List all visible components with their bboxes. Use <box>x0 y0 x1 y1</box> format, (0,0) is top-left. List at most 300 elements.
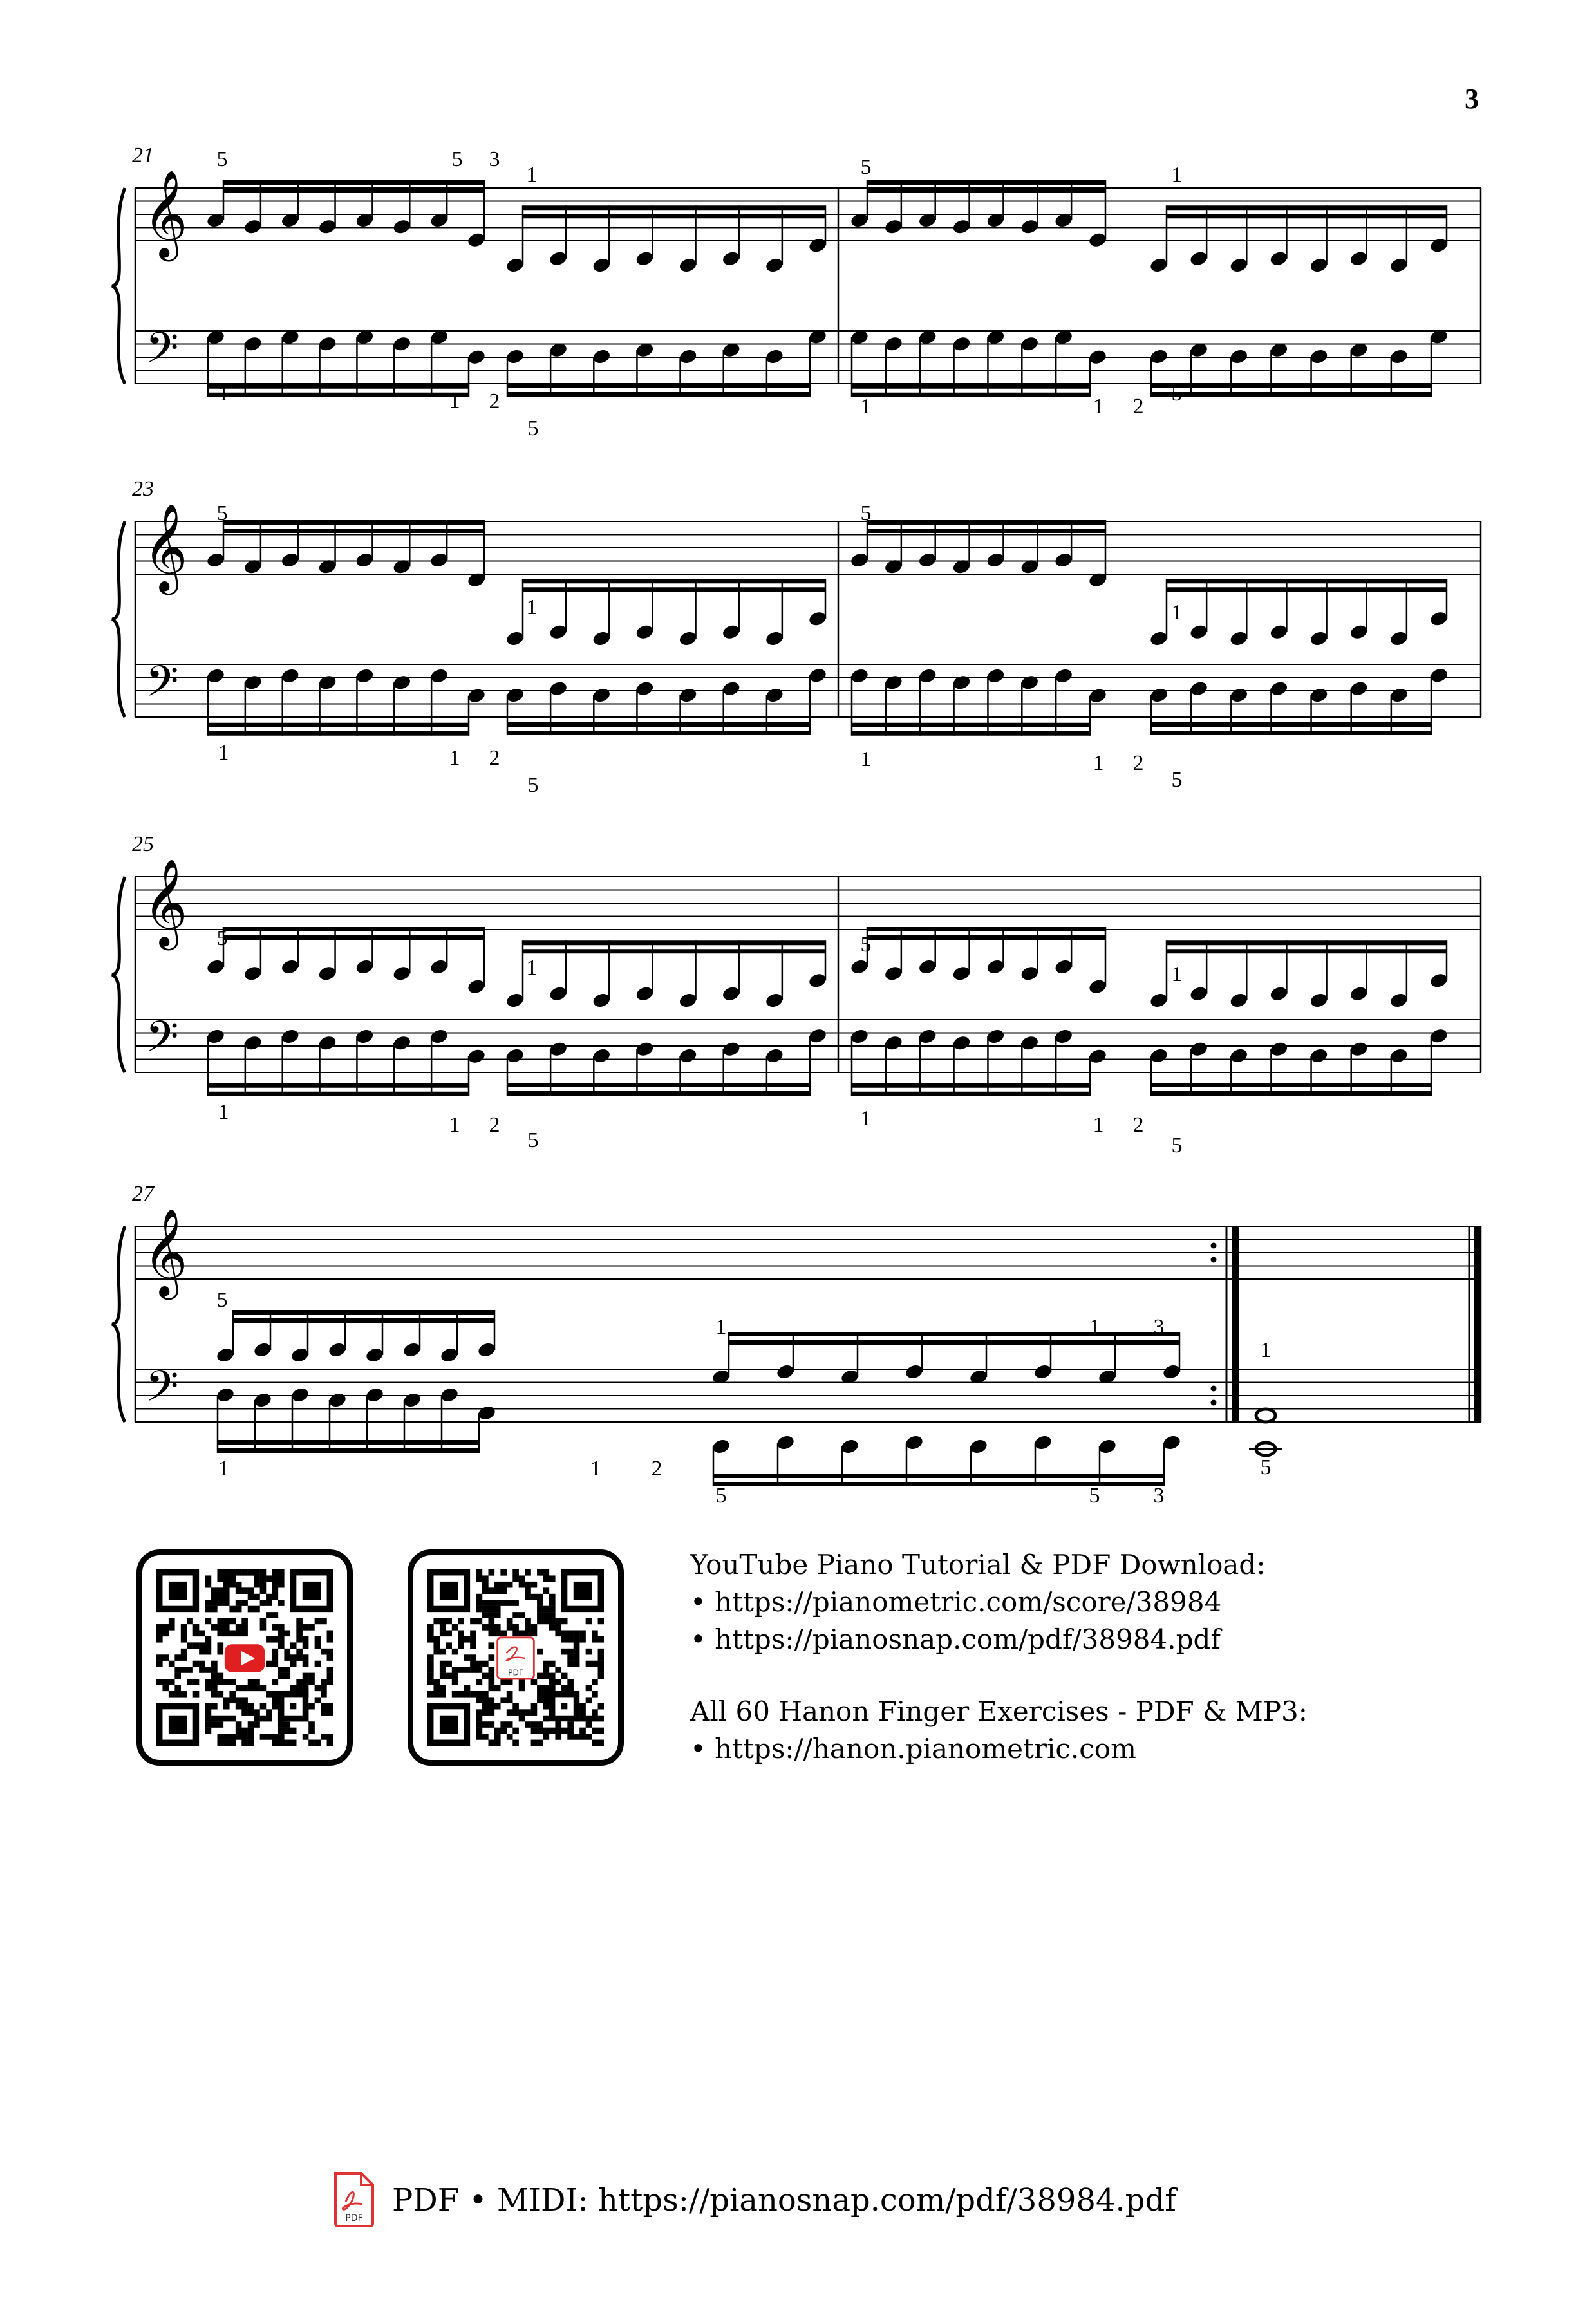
qr-module <box>241 1569 248 1576</box>
qr-module <box>543 1667 550 1673</box>
fingering-number: 1 <box>1171 163 1183 187</box>
qr-module <box>543 1612 550 1618</box>
qr-module <box>260 1716 267 1722</box>
qr-module <box>470 1667 476 1673</box>
qr-module <box>476 1716 483 1722</box>
qr-module <box>205 1685 212 1692</box>
qr-module <box>567 1728 574 1734</box>
qr-module <box>549 1685 556 1692</box>
beam <box>223 189 484 193</box>
qr-module <box>574 1649 580 1655</box>
qr-module <box>223 1575 230 1582</box>
qr-module <box>543 1716 550 1722</box>
qr-module <box>446 1673 452 1679</box>
beam <box>852 723 1090 727</box>
qr-module <box>561 1630 568 1636</box>
qr-module <box>260 1587 267 1594</box>
qr-module <box>427 1654 434 1661</box>
beam <box>1167 214 1447 218</box>
qr-module <box>507 1691 513 1698</box>
qr-module <box>211 1691 218 1698</box>
qr-module <box>205 1709 212 1716</box>
qr-module <box>433 1691 440 1698</box>
qr-module <box>519 1709 525 1716</box>
qr-module <box>272 1649 279 1655</box>
fingering-number: 5 <box>1171 1134 1183 1157</box>
qr-finder <box>440 1716 458 1734</box>
qr-module <box>260 1618 267 1625</box>
qr-module <box>427 1679 434 1685</box>
qr-module <box>464 1636 471 1643</box>
qr-module <box>248 1679 254 1685</box>
qr-module <box>488 1569 494 1576</box>
qr-module <box>254 1716 260 1722</box>
qr-module <box>181 1624 187 1631</box>
brace <box>112 1226 125 1422</box>
qr-module <box>482 1691 489 1698</box>
qr-module <box>327 1679 333 1685</box>
qr-module <box>433 1642 440 1649</box>
qr-module <box>531 1721 538 1728</box>
qr-module <box>217 1624 223 1631</box>
qr-module <box>440 1661 446 1667</box>
pdf-icon-label: PDF <box>508 1668 523 1678</box>
page-number: 3 <box>1465 83 1479 115</box>
pdf-qr-card[interactable] <box>408 1549 624 1766</box>
qr-module <box>272 1587 279 1594</box>
fingering-number: 5 <box>527 416 539 440</box>
qr-module <box>567 1636 574 1643</box>
qr-module <box>549 1575 556 1582</box>
qr-module <box>162 1685 169 1692</box>
qr-module <box>537 1685 543 1692</box>
qr-module <box>549 1624 556 1631</box>
youtube-qr-code[interactable] <box>156 1569 333 1746</box>
qr-module <box>592 1716 598 1722</box>
qr-module <box>199 1630 205 1636</box>
qr-module <box>248 1734 254 1740</box>
qr-module <box>598 1703 604 1710</box>
beam <box>507 392 810 397</box>
qr-module <box>308 1721 315 1728</box>
fingering-number: 1 <box>1093 1113 1104 1137</box>
footer-link[interactable]: PDF • MIDI: https://pianosnap.com/pdf/38984.pdf <box>392 2182 1176 2218</box>
qr-module <box>482 1624 489 1631</box>
qr-module <box>519 1679 525 1685</box>
qr-module <box>217 1740 223 1746</box>
qr-module <box>512 1575 519 1582</box>
qr-module <box>519 1612 525 1618</box>
qr-module <box>327 1649 333 1655</box>
qr-module <box>482 1582 489 1588</box>
qr-module <box>543 1587 550 1594</box>
qr-module <box>525 1624 531 1631</box>
qr-module <box>241 1630 248 1636</box>
qr-module <box>482 1673 489 1679</box>
qr-module <box>512 1630 519 1636</box>
qr-module <box>241 1685 248 1692</box>
qr-module <box>169 1679 175 1685</box>
fingering-number: 3 <box>1153 1315 1165 1339</box>
qr-module <box>272 1691 279 1698</box>
beam <box>523 949 825 953</box>
qr-module <box>272 1740 279 1746</box>
qr-module <box>567 1661 574 1667</box>
qr-module <box>169 1624 175 1631</box>
fingering-number: 1 <box>860 395 872 418</box>
qr-module <box>217 1569 223 1576</box>
qr-module <box>241 1703 248 1710</box>
qr-module <box>223 1716 230 1722</box>
qr-module <box>567 1734 574 1740</box>
qr-module <box>272 1569 279 1576</box>
qr-module <box>500 1630 507 1636</box>
qr-module <box>549 1594 556 1600</box>
qr-module <box>308 1740 315 1746</box>
beam <box>208 731 469 736</box>
qr-module <box>260 1600 267 1606</box>
qr-module <box>290 1685 297 1692</box>
qr-module <box>205 1679 212 1685</box>
qr-module <box>494 1740 501 1746</box>
fingering-number: 1 <box>526 163 538 187</box>
qr-module <box>181 1649 187 1655</box>
qr-module <box>156 1624 163 1631</box>
qr-module <box>266 1636 272 1643</box>
qr-module <box>236 1728 242 1734</box>
qr-module <box>500 1721 507 1728</box>
qr-module <box>260 1624 267 1631</box>
fingering-number: 2 <box>1132 751 1144 775</box>
qr-module <box>500 1697 507 1703</box>
qr-module <box>433 1618 440 1625</box>
qr-module <box>241 1587 248 1594</box>
qr-module <box>187 1642 193 1649</box>
qr-module <box>205 1582 212 1588</box>
beam <box>208 384 469 389</box>
qr-module <box>543 1697 550 1703</box>
beam <box>523 214 825 218</box>
beam <box>507 731 810 735</box>
qr-module <box>162 1654 169 1661</box>
qr-module <box>290 1642 297 1649</box>
qr-module <box>440 1691 446 1698</box>
qr-module <box>205 1606 212 1613</box>
qr-module <box>537 1673 543 1679</box>
qr-module <box>494 1612 501 1618</box>
qr-module <box>223 1740 230 1746</box>
qr-module <box>321 1649 327 1655</box>
qr-module <box>296 1685 303 1692</box>
qr-module <box>519 1575 525 1582</box>
fingering-number: 2 <box>489 1113 500 1137</box>
qr-module <box>555 1721 561 1728</box>
qr-module <box>174 1673 181 1679</box>
qr-module <box>187 1618 193 1625</box>
qr-module <box>592 1636 598 1643</box>
qr-module <box>223 1600 230 1606</box>
qr-module <box>446 1642 452 1649</box>
qr-module <box>266 1734 272 1740</box>
qr-module <box>427 1661 434 1667</box>
beam <box>1151 1083 1431 1087</box>
fingering-number: 1 <box>860 747 872 771</box>
qr-module <box>272 1679 279 1685</box>
beam <box>867 927 1105 931</box>
qr-module <box>254 1606 260 1613</box>
qr-module <box>223 1618 230 1625</box>
qr-module <box>303 1685 309 1692</box>
qr-module <box>248 1740 254 1746</box>
qr-module <box>525 1630 531 1636</box>
fingering-number: 1 <box>449 1113 460 1137</box>
qr-module <box>260 1703 267 1710</box>
qr-module <box>205 1667 212 1673</box>
qr-module <box>488 1654 494 1661</box>
qr-module <box>531 1582 538 1588</box>
qr-module <box>512 1740 519 1746</box>
qr-module <box>476 1618 483 1625</box>
qr-module <box>525 1721 531 1728</box>
qr-module <box>254 1582 260 1588</box>
qr-module <box>525 1569 531 1576</box>
qr-module <box>327 1740 333 1746</box>
qr-module <box>284 1673 290 1679</box>
fingering-number: 1 <box>218 741 229 765</box>
qr-module <box>579 1734 586 1740</box>
qr-module <box>452 1649 458 1655</box>
qr-module <box>272 1575 279 1582</box>
qr-module <box>211 1600 218 1606</box>
qr-module <box>476 1594 483 1600</box>
qr-module <box>512 1569 519 1576</box>
fingering-number: 5 <box>860 501 872 525</box>
qr-module <box>248 1703 254 1710</box>
beam <box>233 1318 494 1323</box>
qr-module <box>266 1691 272 1698</box>
qr-module <box>284 1649 290 1655</box>
qr-module <box>211 1685 218 1692</box>
qr-module <box>555 1618 561 1625</box>
bass-clef: 𝄢 <box>146 323 179 383</box>
qr-module <box>260 1734 267 1740</box>
fingering-number: 5 <box>860 155 872 179</box>
qr-module <box>303 1642 309 1649</box>
qr-module <box>531 1679 538 1685</box>
qr-module <box>236 1630 242 1636</box>
beam <box>208 1092 469 1096</box>
beam <box>1151 384 1431 388</box>
qr-module <box>537 1606 543 1613</box>
qr-module <box>278 1740 285 1746</box>
qr-module <box>181 1636 187 1643</box>
fingering-number: 5 <box>216 501 228 525</box>
qr-module <box>223 1630 230 1636</box>
qr-module <box>507 1697 513 1703</box>
qr-module <box>507 1734 513 1740</box>
qr-module <box>248 1569 254 1576</box>
qr-module <box>531 1703 538 1710</box>
qr-module <box>260 1685 267 1692</box>
qr-module <box>174 1691 181 1698</box>
fingering-number: 1 <box>590 1457 601 1481</box>
qr-module <box>452 1667 458 1673</box>
qr-module <box>488 1679 494 1685</box>
qr-module <box>427 1636 434 1643</box>
pdf-icon[interactable] <box>332 2171 377 2230</box>
qr-module <box>199 1649 205 1655</box>
qr-module <box>223 1697 230 1703</box>
qr-finder <box>440 1582 458 1600</box>
qr-module <box>543 1728 550 1734</box>
qr-module <box>229 1691 236 1698</box>
qr-module <box>308 1624 315 1631</box>
qr-module <box>229 1679 236 1685</box>
qr-module <box>303 1661 309 1667</box>
qr-module <box>427 1624 434 1631</box>
score-link[interactable]: • https://pianometric.com/score/38984 <box>690 1586 1222 1618</box>
qr-module <box>272 1661 279 1667</box>
beam <box>233 1310 494 1315</box>
qr-module <box>488 1697 494 1703</box>
qr-module <box>574 1734 580 1740</box>
qr-module <box>476 1709 483 1716</box>
qr-module <box>327 1630 333 1636</box>
fingering-number: 5 <box>1171 768 1183 792</box>
qr-module <box>464 1685 471 1692</box>
qr-module <box>327 1673 333 1679</box>
qr-module <box>464 1691 471 1698</box>
qr-module <box>507 1582 513 1588</box>
qr-module <box>567 1721 574 1728</box>
repeat-dot <box>1211 1243 1217 1249</box>
fingering-number: 1 <box>218 1457 229 1481</box>
youtube-qr-card[interactable] <box>136 1549 353 1766</box>
qr-module <box>433 1649 440 1655</box>
beam <box>852 731 1090 736</box>
qr-module <box>162 1624 169 1631</box>
qr-module <box>315 1636 321 1643</box>
qr-module <box>236 1587 242 1594</box>
qr-module <box>537 1612 543 1618</box>
qr-module <box>217 1734 223 1740</box>
fingering-number: 2 <box>489 746 500 770</box>
beam <box>223 520 484 525</box>
fingering-number: 5 <box>451 147 463 171</box>
qr-module <box>512 1600 519 1606</box>
qr-module <box>211 1721 218 1728</box>
qr-module <box>211 1624 218 1631</box>
qr-module <box>598 1649 604 1655</box>
beam <box>507 722 810 727</box>
qr-module <box>284 1654 290 1661</box>
qr-module <box>574 1661 580 1667</box>
qr-module <box>236 1600 242 1606</box>
qr-module <box>193 1679 200 1685</box>
qr-module <box>537 1740 543 1746</box>
fingering-number: 2 <box>651 1457 662 1481</box>
qr-module <box>278 1630 285 1636</box>
qr-module <box>321 1685 327 1692</box>
qr-module <box>586 1685 592 1692</box>
qr-module <box>211 1679 218 1685</box>
qr-module <box>278 1582 285 1588</box>
qr-module <box>543 1734 550 1740</box>
qr-module <box>482 1661 489 1667</box>
qr-module <box>440 1685 446 1692</box>
qr-module <box>205 1618 212 1625</box>
qr-module <box>217 1630 223 1636</box>
beam <box>852 1083 1090 1088</box>
qr-module <box>507 1709 513 1716</box>
hanon-link[interactable]: • https://hanon.pianometric.com <box>690 1733 1136 1764</box>
qr-module <box>272 1612 279 1618</box>
qr-module <box>470 1661 476 1667</box>
qr-module <box>561 1618 568 1625</box>
qr-module <box>519 1716 525 1722</box>
treble-clef: 𝄞 <box>143 1207 188 1296</box>
qr-module <box>254 1679 260 1685</box>
qr-module <box>598 1618 604 1625</box>
pdf-link[interactable]: • https://pianosnap.com/pdf/38984.pdf <box>690 1623 1221 1655</box>
qr-module <box>567 1630 574 1636</box>
qr-module <box>205 1642 212 1649</box>
qr-module <box>272 1636 279 1643</box>
qr-module <box>433 1636 440 1643</box>
qr-module <box>303 1624 309 1631</box>
qr-module <box>260 1582 267 1588</box>
qr-module <box>254 1709 260 1716</box>
qr-module <box>567 1685 574 1692</box>
fingering-number: 1 <box>526 956 538 980</box>
qr-module <box>488 1721 494 1728</box>
qr-module <box>327 1636 333 1643</box>
qr-module <box>519 1582 525 1588</box>
qr-module <box>303 1673 309 1679</box>
qr-module <box>303 1654 309 1661</box>
beam <box>1167 579 1447 583</box>
qr-module <box>512 1709 519 1716</box>
qr-module <box>555 1667 561 1673</box>
qr-module <box>266 1709 272 1716</box>
fingering-number: 5 <box>1260 1455 1272 1479</box>
qr-module <box>229 1630 236 1636</box>
qr-module <box>169 1691 175 1698</box>
qr-module <box>205 1703 212 1710</box>
qr-module <box>537 1594 543 1600</box>
qr-module <box>174 1667 181 1673</box>
qr-module <box>531 1630 538 1636</box>
qr-module <box>537 1728 543 1734</box>
qr-module <box>241 1728 248 1734</box>
qr-module <box>567 1679 574 1685</box>
brace <box>112 188 125 384</box>
qr-module <box>458 1618 464 1625</box>
qr-module <box>543 1685 550 1692</box>
qr-module <box>223 1734 230 1740</box>
fingering-number: 1 <box>1093 395 1104 418</box>
pdf-qr-code[interactable] <box>427 1569 604 1746</box>
qr-module <box>248 1721 254 1728</box>
fingering-number: 1 <box>1093 751 1104 775</box>
qr-module <box>236 1697 242 1703</box>
fingering-number: 1 <box>449 389 460 413</box>
qr-module <box>278 1636 285 1643</box>
qr-module <box>272 1703 279 1710</box>
qr-module <box>321 1734 327 1740</box>
qr-module <box>452 1624 458 1631</box>
qr-module <box>272 1582 279 1588</box>
